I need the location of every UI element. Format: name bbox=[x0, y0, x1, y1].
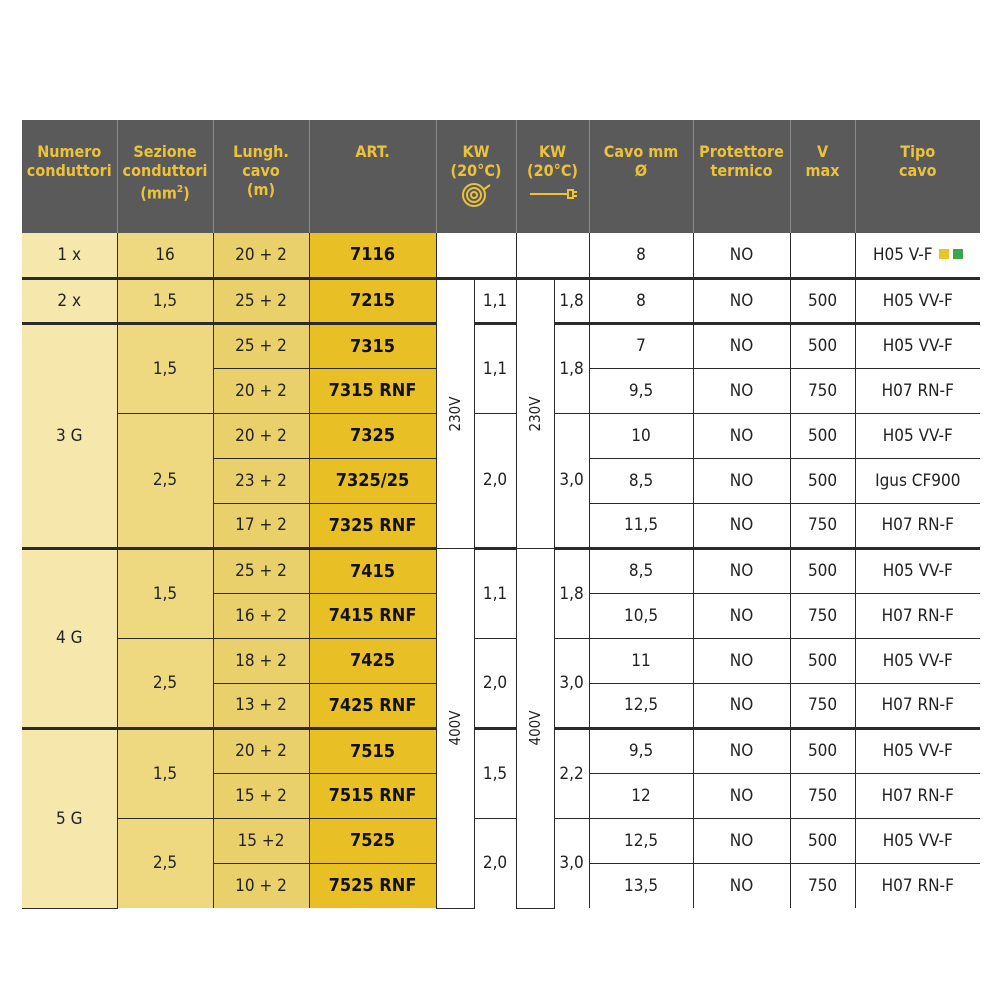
kw-coil-cell: 1,5 bbox=[474, 728, 516, 818]
table-row bbox=[22, 278, 980, 323]
voltage-label: 230V bbox=[526, 396, 545, 431]
protettore-cell: NO bbox=[693, 728, 790, 773]
cavo-cell: 9,5 bbox=[589, 368, 693, 413]
vmax-cell: 500 bbox=[790, 323, 855, 368]
voltage-label: 400V bbox=[446, 710, 464, 746]
tipo-cell: H05 VV-F bbox=[855, 323, 980, 368]
protettore-cell: NO bbox=[693, 818, 790, 863]
voltage-cell bbox=[436, 278, 474, 548]
tipo-cell: H05 V-F bbox=[855, 233, 980, 278]
voltage-cell bbox=[516, 278, 554, 548]
lunghezza-cell: 25 + 2 bbox=[213, 323, 309, 368]
protettore-cell: NO bbox=[693, 683, 790, 728]
protettore-cell: NO bbox=[693, 458, 790, 503]
art-cell: 7415 RNF bbox=[309, 593, 436, 638]
cavo-cell: 8,5 bbox=[589, 458, 693, 503]
art-cell: 7215 bbox=[309, 278, 436, 323]
kw-coil-cell: 2,0 bbox=[474, 638, 516, 728]
lunghezza-cell: 20 + 2 bbox=[213, 413, 309, 458]
kw-straight-cell: 1,8 bbox=[554, 548, 589, 638]
sezione-cell: 16 bbox=[117, 233, 213, 278]
sezione-cell: 2,5 bbox=[117, 818, 213, 908]
tipo-cell: H05 VV-F bbox=[855, 638, 980, 683]
table-row bbox=[22, 638, 980, 683]
lunghezza-cell: 23 + 2 bbox=[213, 458, 309, 503]
art-cell: 7315 RNF bbox=[309, 368, 436, 413]
cavo-cell: 12 bbox=[589, 773, 693, 818]
table-row bbox=[22, 548, 980, 593]
sezione-cell: 1,5 bbox=[117, 728, 213, 818]
protettore-cell: NO bbox=[693, 503, 790, 548]
header-protettore: Protettore termico bbox=[693, 120, 790, 233]
lunghezza-cell: 15 +2 bbox=[213, 818, 309, 863]
cavo-cell: 8 bbox=[589, 278, 693, 323]
tipo-cell: H07 RN-F bbox=[855, 503, 980, 548]
lunghezza-cell: 17 + 2 bbox=[213, 503, 309, 548]
lunghezza-cell: 13 + 2 bbox=[213, 683, 309, 728]
tipo-cell: H07 RN-F bbox=[855, 368, 980, 413]
tipo-cell: H05 VV-F bbox=[855, 413, 980, 458]
cavo-cell: 9,5 bbox=[589, 728, 693, 773]
vmax-cell: 500 bbox=[790, 818, 855, 863]
sezione-cell: 1,5 bbox=[117, 278, 213, 323]
table-row bbox=[22, 413, 980, 458]
sezione-cell: 2,5 bbox=[117, 413, 213, 548]
header-vmax: V max bbox=[790, 120, 855, 233]
art-cell: 7525 RNF bbox=[309, 863, 436, 908]
table-row bbox=[22, 323, 980, 368]
kw-straight-cell: 3,0 bbox=[554, 818, 589, 908]
art-cell: 7425 bbox=[309, 638, 436, 683]
yellow-square-icon bbox=[939, 249, 949, 259]
vmax-cell: 750 bbox=[790, 368, 855, 413]
sezione-cell: 1,5 bbox=[117, 323, 213, 413]
tipo-cell: H05 VV-F bbox=[855, 548, 980, 593]
vmax-cell: 500 bbox=[790, 638, 855, 683]
protettore-cell: NO bbox=[693, 773, 790, 818]
cavo-cell: 11,5 bbox=[589, 503, 693, 548]
kw-coil-cell: 1,1 bbox=[474, 323, 516, 413]
numero-cell: 3 G bbox=[22, 323, 117, 548]
cavo-cell: 12,5 bbox=[589, 683, 693, 728]
tipo-cell: H05 VV-F bbox=[855, 728, 980, 773]
header-kw-straight: KW (20°C) bbox=[516, 120, 589, 233]
art-cell: 7525 bbox=[309, 818, 436, 863]
cavo-cell: 10,5 bbox=[589, 593, 693, 638]
cavo-cell: 13,5 bbox=[589, 863, 693, 908]
vmax-cell: 500 bbox=[790, 413, 855, 458]
kw-straight-cell: 3,0 bbox=[554, 413, 589, 548]
numero-cell: 1 x bbox=[22, 233, 117, 278]
art-cell: 7515 RNF bbox=[309, 773, 436, 818]
protettore-cell: NO bbox=[693, 863, 790, 908]
table-row bbox=[22, 233, 980, 278]
art-cell: 7325/25 bbox=[309, 458, 436, 503]
tipo-cell: H05 VV-F bbox=[855, 278, 980, 323]
kw-straight-cell: 1,8 bbox=[554, 278, 589, 323]
tipo-cell: H07 RN-F bbox=[855, 683, 980, 728]
numero-cell: 4 G bbox=[22, 548, 117, 728]
lunghezza-cell: 16 + 2 bbox=[213, 593, 309, 638]
header-cavo-mm: Cavo mm Ø bbox=[589, 120, 693, 233]
voltage-label: 230V bbox=[446, 396, 464, 431]
tipo-cell: H07 RN-F bbox=[855, 593, 980, 638]
protettore-cell: NO bbox=[693, 368, 790, 413]
cavo-cell: 11 bbox=[589, 638, 693, 683]
table-row bbox=[22, 728, 980, 773]
cavo-cell: 8,5 bbox=[589, 548, 693, 593]
lunghezza-cell: 25 + 2 bbox=[213, 278, 309, 323]
kw-straight-cell: 3,0 bbox=[554, 638, 589, 728]
header-lunghezza: Lungh. cavo (m) bbox=[213, 120, 309, 233]
numero-cell: 5 G bbox=[22, 728, 117, 908]
kw-coil-cell bbox=[436, 233, 516, 278]
sezione-cell: 1,5 bbox=[117, 548, 213, 638]
vmax-cell: 750 bbox=[790, 593, 855, 638]
protettore-cell: NO bbox=[693, 233, 790, 278]
vmax-cell: 500 bbox=[790, 728, 855, 773]
green-square-icon bbox=[953, 249, 963, 259]
kw-straight-cell: 2,2 bbox=[554, 728, 589, 818]
header-art: ART. bbox=[309, 120, 436, 233]
cavo-cell: 8 bbox=[589, 233, 693, 278]
straight-cable-icon bbox=[517, 182, 589, 202]
art-cell: 7325 RNF bbox=[309, 503, 436, 548]
vmax-cell bbox=[790, 233, 855, 278]
protettore-cell: NO bbox=[693, 548, 790, 593]
kw-coil-cell: 2,0 bbox=[474, 413, 516, 548]
header-row bbox=[22, 120, 980, 233]
kw-coil-cell: 1,1 bbox=[474, 278, 516, 323]
protettore-cell: NO bbox=[693, 638, 790, 683]
art-cell: 7515 bbox=[309, 728, 436, 773]
art-cell: 7315 bbox=[309, 323, 436, 368]
art-cell: 7415 bbox=[309, 548, 436, 593]
vmax-cell: 500 bbox=[790, 548, 855, 593]
sezione-cell: 2,5 bbox=[117, 638, 213, 728]
numero-cell: 2 x bbox=[22, 278, 117, 323]
voltage-cell bbox=[436, 548, 474, 908]
art-cell: 7325 bbox=[309, 413, 436, 458]
cavo-cell: 12,5 bbox=[589, 818, 693, 863]
tipo-cell: Igus CF900 bbox=[855, 458, 980, 503]
cavo-cell: 10 bbox=[589, 413, 693, 458]
cable-spec-table bbox=[22, 120, 980, 909]
lunghezza-cell: 18 + 2 bbox=[213, 638, 309, 683]
protettore-cell: NO bbox=[693, 413, 790, 458]
art-cell: 7116 bbox=[309, 233, 436, 278]
table-row bbox=[22, 818, 980, 863]
protettore-cell: NO bbox=[693, 278, 790, 323]
kw-coil-cell: 2,0 bbox=[474, 818, 516, 908]
tipo-cell: H07 RN-F bbox=[855, 863, 980, 908]
voltage-label: 400V bbox=[526, 710, 545, 746]
vmax-cell: 750 bbox=[790, 503, 855, 548]
art-cell: 7425 RNF bbox=[309, 683, 436, 728]
kw-straight-cell: 1,8 bbox=[554, 323, 589, 413]
header-kw-coil: KW (20°C) bbox=[436, 120, 516, 233]
tipo-cell: H05 VV-F bbox=[855, 818, 980, 863]
coiled-cable-icon bbox=[437, 182, 516, 208]
protettore-cell: NO bbox=[693, 593, 790, 638]
header-sezione: Sezione conduttori $(mm^2)$ bbox=[117, 120, 213, 233]
vmax-cell: 750 bbox=[790, 773, 855, 818]
voltage-cell bbox=[516, 548, 554, 908]
vmax-cell: 500 bbox=[790, 458, 855, 503]
lunghezza-cell: 25 + 2 bbox=[213, 548, 309, 593]
lunghezza-cell: 20 + 2 bbox=[213, 233, 309, 278]
header-tipo: Tipo cavo bbox=[855, 120, 980, 233]
lunghezza-cell: 20 + 2 bbox=[213, 368, 309, 413]
lunghezza-cell: 10 + 2 bbox=[213, 863, 309, 908]
kw-straight-cell bbox=[516, 233, 589, 278]
vmax-cell: 500 bbox=[790, 278, 855, 323]
cavo-cell: 7 bbox=[589, 323, 693, 368]
vmax-cell: 750 bbox=[790, 683, 855, 728]
protettore-cell: NO bbox=[693, 323, 790, 368]
lunghezza-cell: 20 + 2 bbox=[213, 728, 309, 773]
lunghezza-cell: 15 + 2 bbox=[213, 773, 309, 818]
vmax-cell: 750 bbox=[790, 863, 855, 908]
tipo-cell: H07 RN-F bbox=[855, 773, 980, 818]
kw-coil-cell: 1,1 bbox=[474, 548, 516, 638]
header-numero: Numero conduttori bbox=[22, 120, 117, 233]
